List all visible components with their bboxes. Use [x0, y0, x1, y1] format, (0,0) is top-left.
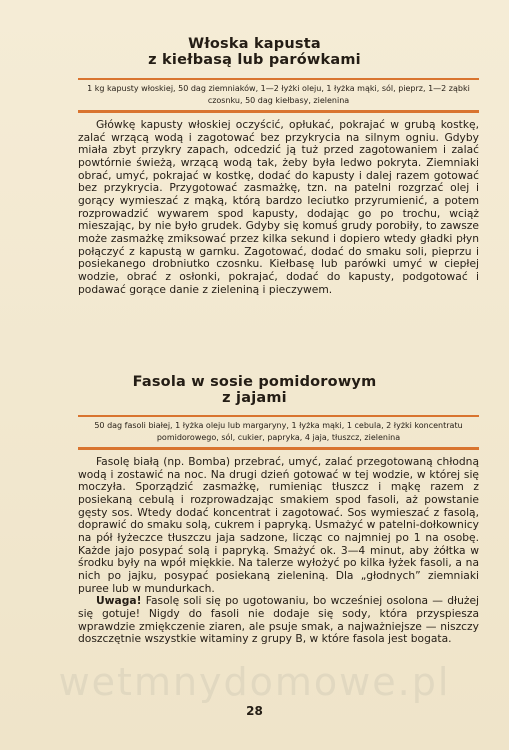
page-number: 28 — [246, 704, 263, 718]
note-paragraph — [78, 595, 479, 646]
ingredients-list: 1 kg kapusty włoskiej, 50 dag ziemniaków, 1—2 łyżki oleju, 1 łyżka mąki, sól, pieprz, 1—2 ząbki czosnku, 50 dag kiełbasy, zielenina — [78, 78, 479, 113]
instructions-paragraph: Fasolę białą (np. Bomba) przebrać, umyć, zalać przegotowaną chłodną wodą i zostawić na noc. Na drugi dzień gotować w tej wodzie, w której się moczyła. Sporządzić zasmażkę, rumieniąc tłuszcz i mąkę razem z posiekaną cebulą i rozprowadzając smakiem spod fasoli, aż powstanie gęsty sos. Wtedy dodać koncentrat i zagotować. Sos wymieszać z fasolą, doprawić do smaku solą, cukrem i papryką. Usmażyć w patelni-dołkownicy na pół łyżeczce tłuszczu jaja sadzone, licząc co najmniej po 1 na osobę. Każde jajo posypać solą i papryką. Smażyć ok. 3—4 minut, aby żółtka w środku były na wpół miękkie. Na talerze wyłożyć po kilka łyżek fasoli, a na nich po jajku, posypać posiekaną zieleniną. Dla „głodnych” ziemniaki puree lub w mundurkach. — [78, 455, 479, 595]
ingredients-list: 50 dag fasoli białej, 1 łyżka oleju lub margaryny, 1 łyżka mąki, 1 cebula, 2 łyżki koncentratu pomidorowego, sól, cukier, papryka, 4 jaja, tłuszcz, zielenina — [78, 415, 479, 450]
recipe-wloska-kapusta — [0, 36, 509, 296]
instructions-paragraph: Główkę kapusty włoskiej oczyścić, opłukać, pokrajać w grubą kostkę, zalać wrzącą wodą i zagotować bez przykrycia na silnym ogniu. Gdyby miała zbyt przykry zapach, odcedzić ją tuż przed zagotowaniem i zalać powtórnie świeżą, wrzącą wodą tak, żeby była ledwo pokryta. Ziemniaki obrać, umyć, pokrajać w kostkę, dodać do kapusty i dalej razem gotować bez przykrycia. Przygotować zasmażkę, tzn. na patelni rozgrzać olej i gorący wymieszać z mąką, którą bardzo leciutko przyrumienić, a potem rozprowadzić wywarem spod kapusty, dodając go po trochu, wciąż mieszając, by nie było grudek. Gdyby się komuś grudy porobiły, to zawsze może zasmażkę zmiksować przez kilka sekund i dopiero wtedy gładki płyn połączyć z kapustą w garnku. Zagotować, dodać do smaku soli, pieprzu i posiekanego drobniutko czosnku. Kiełbasę lub parówki umyć w ciepłej wodzie, obrać z osłonki, pokrajać, dodać do kapusty, podgotować i podawać gorące danie z zieleniną i pieczywem. — [78, 118, 479, 296]
recipe-title — [0, 374, 509, 406]
recipe-fasola-w-sosie — [0, 374, 509, 646]
note-label: Uwaga! — [96, 594, 142, 608]
note-text: Fasolę soli się po ugotowaniu, bo wcześniej osolona — dłużej się gotuje! Nigdy do fasoli nie dodaje się sody, która przyspiesza wprawdzie zmiękczenie ziaren, ale psuje smak, a najważniejsze — niszczy doszczętnie wszystkie witaminy z grupy B, w które fasola jest bogata. — [78, 594, 479, 646]
recipe-title-line-2: z jajami — [222, 390, 287, 406]
recipe-title-line-1: Włoska kapusta — [188, 36, 321, 52]
recipe-instructions — [78, 456, 479, 646]
recipe-title-line-2: z kiełbasą lub parówkami — [148, 52, 361, 68]
recipe-title — [0, 36, 509, 68]
recipe-instructions — [78, 119, 479, 296]
watermark: wetmnydomowe.pl — [58, 660, 451, 704]
recipe-title-line-1: Fasola w sosie pomidorowym — [132, 374, 377, 390]
